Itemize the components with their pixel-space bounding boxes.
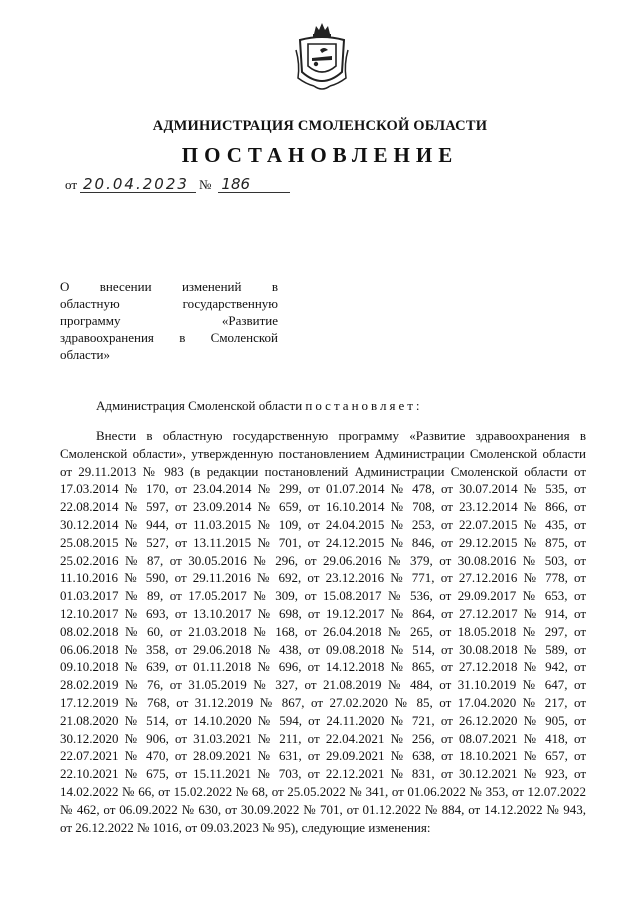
subject-block: [60, 278, 278, 363]
decree-statement: [96, 398, 423, 414]
date-label: от: [65, 177, 78, 192]
organization-name: АДМИНИСТРАЦИЯ СМОЛЕНСКОЙ ОБЛАСТИ: [152, 118, 488, 134]
handwritten-date: 20.04.2023: [80, 176, 196, 193]
decree-prefix: Администрация Смоленской области: [96, 398, 306, 413]
coat-of-arms-icon: [292, 20, 352, 96]
document-type-title: ПОСТАНОВЛЕНИЕ: [181, 143, 459, 167]
decree-action: постановляет:: [305, 398, 423, 413]
subject-line: здравоохранения в Смоленской: [60, 330, 278, 345]
handwritten-number: 186: [218, 176, 290, 193]
subject-line: областную государственную: [60, 296, 278, 311]
subject-line: О внесении изменений в: [60, 279, 278, 294]
body-paragraph: Внести в областную государственную программу «Развитие здравоохранения в Смоленской области», утвержденную постановлением Администрации Смоленской области от 29.11.2013 № 983 (в редакции постановлений Администрации Смоленской области от 17.03.2014 № 170, от 23.04.2014 № 299, от 01.07.2014 № 478, от 30.07.2014 № 535, от 22.08.2014 № 597, от 23.09.2014 № 659, от 16.10.2014 № 708, от 23.12.2014 № 866, от 30.12.2014 № 944, от 11.03.2015 № 109, от 24.04.2015 № 253, от 22.07.2015 № 435, от 25.08.2015 № 527, от 13.11.2015 № 701, от 24.12.2015 № 846, от 29.12.2015 № 875, от 25.02.2016 № 87, от 30.05.2016 № 296, от 29.06.2016 № 379, от 30.08.2016 № 503, от 11.10.2016 № 590, от 29.11.2016 № 692, от 23.12.2016 № 771, от 27.12.2016 № 778, от 01.03.2017 № 89, от 17.05.2017 № 309, от 15.08.2017 № 536, от 29.09.2017 № 653, от 12.10.2017 № 693, от 13.10.2017 № 698, от 19.12.2017 № 864, от 27.12.2017 № 914, от 08.02.2018 № 60, от 21.03.2018 № 168, от 26.04.2018 № 265, от 18.05.2018 № 297, от 06.06.2018 № 358, от 29.06.2018 № 438, от 09.08.2018 № 514, от 30.08.2018 № 589, от 09.10.2018 № 639, от 01.11.2018 № 696, от 14.12.2018 № 865, от 27.12.2018 № 942, от 28.02.2019 № 76, от 31.05.2019 № 327, от 21.08.2019 № 484, от 31.10.2019 № 647, от 17.12.2019 № 768, от 31.12.2019 № 867, от 27.02.2020 № 85, от 17.04.2020 № 217, от 21.08.2020 № 514, от 14.10.2020 № 594, от 24.11.2020 № 721, от 26.12.2020 № 905, от 30.12.2020 № 906, от 31.03.2021 № 211, от 22.04.2021 № 256, от 08.07.2021 № 418, от 22.07.2021 № 470, от 28.09.2021 № 631, от 29.09.2021 № 638, от 18.10.2021 № 657, от 22.10.2021 № 675, от 15.11.2021 № 703, от 22.12.2021 № 831, от 30.12.2021 № 923, от 14.02.2022 № 66, от 15.02.2022 № 68, от 25.05.2022 № 341, от 01.06.2022 № 353, от 12.07.2022 № 462, от 06.09.2022 № 630, от 30.09.2022 № 701, от 01.12.2022 № 884, от 14.12.2022 № 943, от 26.12.2022 № 1016, от 09.03.2023 № 95), следующие изменения:: [60, 428, 586, 835]
number-label: №: [199, 177, 212, 192]
subject-line: программу «Развитие: [60, 313, 278, 328]
date-number-line: [62, 176, 290, 193]
subject-line: области»: [60, 347, 110, 362]
